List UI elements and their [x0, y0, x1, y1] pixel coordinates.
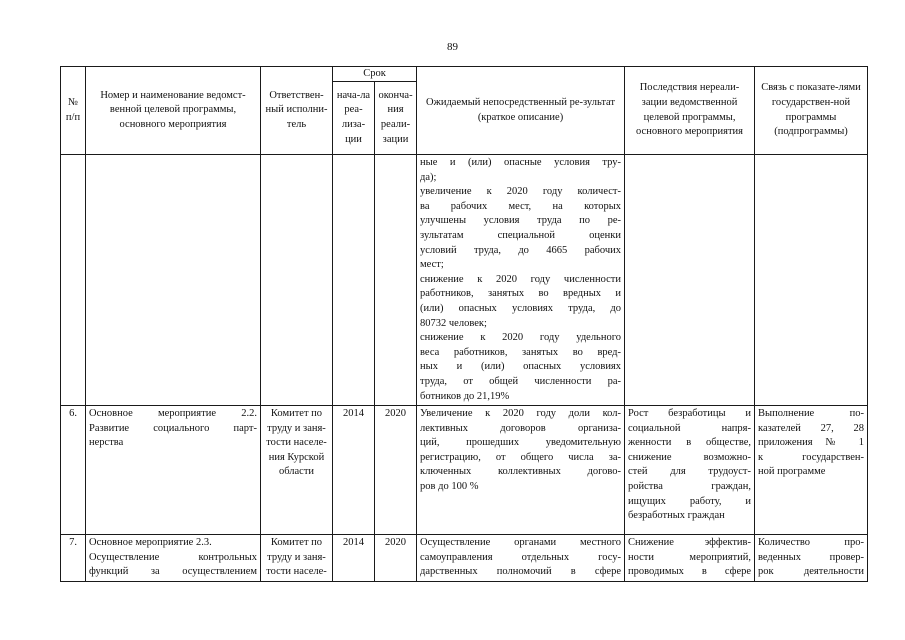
text-line: нерства: [89, 437, 124, 449]
cell: [333, 155, 375, 406]
cell: [755, 155, 868, 406]
text-line: мест;: [420, 259, 444, 271]
end-year: 2020: [375, 406, 417, 535]
text-line: Комитет по: [270, 537, 323, 549]
cell: [261, 155, 333, 406]
continuation-row: [61, 155, 868, 406]
header-program: Номер и наименование ведомст-венной целевой программы, основного мероприятия: [86, 67, 261, 155]
consequence-cell: [625, 535, 755, 582]
text-line: веденных провер-: [758, 551, 865, 563]
text-line: Основное мероприятие 2.2.: [89, 408, 257, 420]
text-line: ций, прошедших уведомительную: [420, 437, 622, 449]
text-line: (или) опасных условиях труда, до: [420, 302, 622, 314]
text-line: регистрацию, от общего числа за-: [420, 451, 622, 463]
result-cell: [417, 406, 625, 535]
text-line: ров до 100 %: [420, 481, 479, 493]
header-link: Связь с показате-лями государствен-ной программы (подпрограммы): [755, 67, 868, 155]
text-line: проводимых в сфере: [628, 566, 752, 578]
cell: [625, 155, 755, 406]
text-line: условий труда, до 4665 рабочих: [420, 244, 622, 256]
text-line: труда, от общей численности ра-: [420, 375, 622, 387]
text-line: труду и заня-: [267, 422, 326, 434]
row-number: 6.: [61, 406, 86, 535]
text-line: ных и (или) опасных условиях: [420, 361, 622, 373]
text-line: Основное мероприятие 2.3.: [89, 537, 212, 549]
text-line: Развитие социального парт-: [89, 422, 257, 434]
table-row: [61, 535, 868, 582]
text-line: безработных граждан: [628, 510, 725, 522]
text-line: улучшены условия труда по ре-: [420, 215, 622, 227]
header-result: Ожидаемый непосредственный ре-зультат (краткое описание): [417, 67, 625, 155]
program-cell: [86, 406, 261, 535]
text-line: ния Курской: [268, 451, 325, 463]
text-line: социальной напря-: [628, 422, 752, 434]
consequence-cell: [625, 406, 755, 535]
text-line: казателей 27, 28: [758, 422, 865, 434]
text-line: ности мероприятий,: [628, 551, 752, 563]
text-line: области: [278, 466, 315, 478]
text-line: ройства граждан,: [628, 481, 752, 493]
text-line: рок деятельности: [758, 566, 865, 578]
text-line: самоуправления отдельных госу-: [420, 551, 622, 563]
text-line: функций за осуществлением: [89, 566, 257, 578]
text-line: приложения № 1: [758, 437, 865, 449]
header-start: нача-ла реа-лиза-ции: [333, 82, 375, 155]
text-line: работников, занятых во вредных и: [420, 288, 622, 300]
text-line: Осуществление контрольных: [89, 551, 257, 563]
header-responsible: Ответствен-ный исполни-тель: [261, 67, 333, 155]
text-line: труду и заня-: [267, 551, 326, 563]
text-line: ищущих работу, и: [628, 495, 752, 507]
text-line: ной программе: [758, 466, 826, 478]
text-line: Осуществление органами местного: [420, 537, 622, 549]
text-line: Количество про-: [758, 537, 865, 549]
text-line: тости населе-: [266, 566, 327, 578]
start-year: 2014: [333, 406, 375, 535]
text-line: Комитет по: [270, 408, 323, 420]
text-line: увеличение к 2020 году количест-: [420, 186, 622, 198]
text-line: лективных договоров организа-: [420, 422, 622, 434]
text-line: ва рабочих мест, на которых: [420, 200, 622, 212]
text-line: дарственных полномочий в сфере: [420, 566, 622, 578]
header-consequences: Последствия нереали-зации ведомственной целевой программы, основного мероприятия: [625, 67, 755, 155]
text-line: ные и (или) опасные условия тру-: [420, 157, 622, 168]
cell: [86, 155, 261, 406]
responsible-cell: [261, 535, 333, 582]
text-line: тости населе-: [266, 437, 327, 449]
text-line: ключенных коллективных догово-: [420, 466, 622, 478]
text-line: снижение возможно-: [628, 451, 752, 463]
end-year: 2020: [375, 535, 417, 582]
result-cell: [417, 535, 625, 582]
table-row: [61, 406, 868, 535]
text-line: Выполнение по-: [758, 408, 865, 420]
link-cell: [755, 535, 868, 582]
text-line: снижение к 2020 году численности: [420, 273, 622, 285]
text-line: веса работников, занятых во вред-: [420, 346, 622, 358]
text-line: стей для трудоуст-: [628, 466, 752, 478]
continuation-result-cell: [417, 155, 625, 406]
start-year: 2014: [333, 535, 375, 582]
text-line: Снижение эффектив-: [628, 537, 752, 549]
responsible-cell: [261, 406, 333, 535]
text-line: 80732 человек;: [420, 317, 487, 329]
text-line: да);: [420, 171, 437, 183]
header-term: Срок: [333, 67, 417, 82]
program-cell: [86, 535, 261, 582]
text-line: зультатам специальной оценки: [420, 229, 622, 241]
page-number: 89: [447, 41, 458, 53]
cell: [61, 155, 86, 406]
header-num: № п/п: [61, 67, 86, 155]
row-number: 7.: [61, 535, 86, 582]
text-line: к государствен-: [758, 451, 865, 463]
header-end: оконча-ния реали-зации: [375, 82, 417, 155]
text-line: Увеличение к 2020 году доли кол-: [420, 408, 622, 420]
text-line: ботников до 21,19%: [420, 390, 510, 402]
text-line: Рост безработицы и: [628, 408, 752, 420]
link-cell: [755, 406, 868, 535]
program-table: [60, 66, 868, 582]
text-line: снижение к 2020 году удельного: [420, 332, 622, 344]
text-line: женности в обществе,: [628, 437, 752, 449]
cell: [375, 155, 417, 406]
